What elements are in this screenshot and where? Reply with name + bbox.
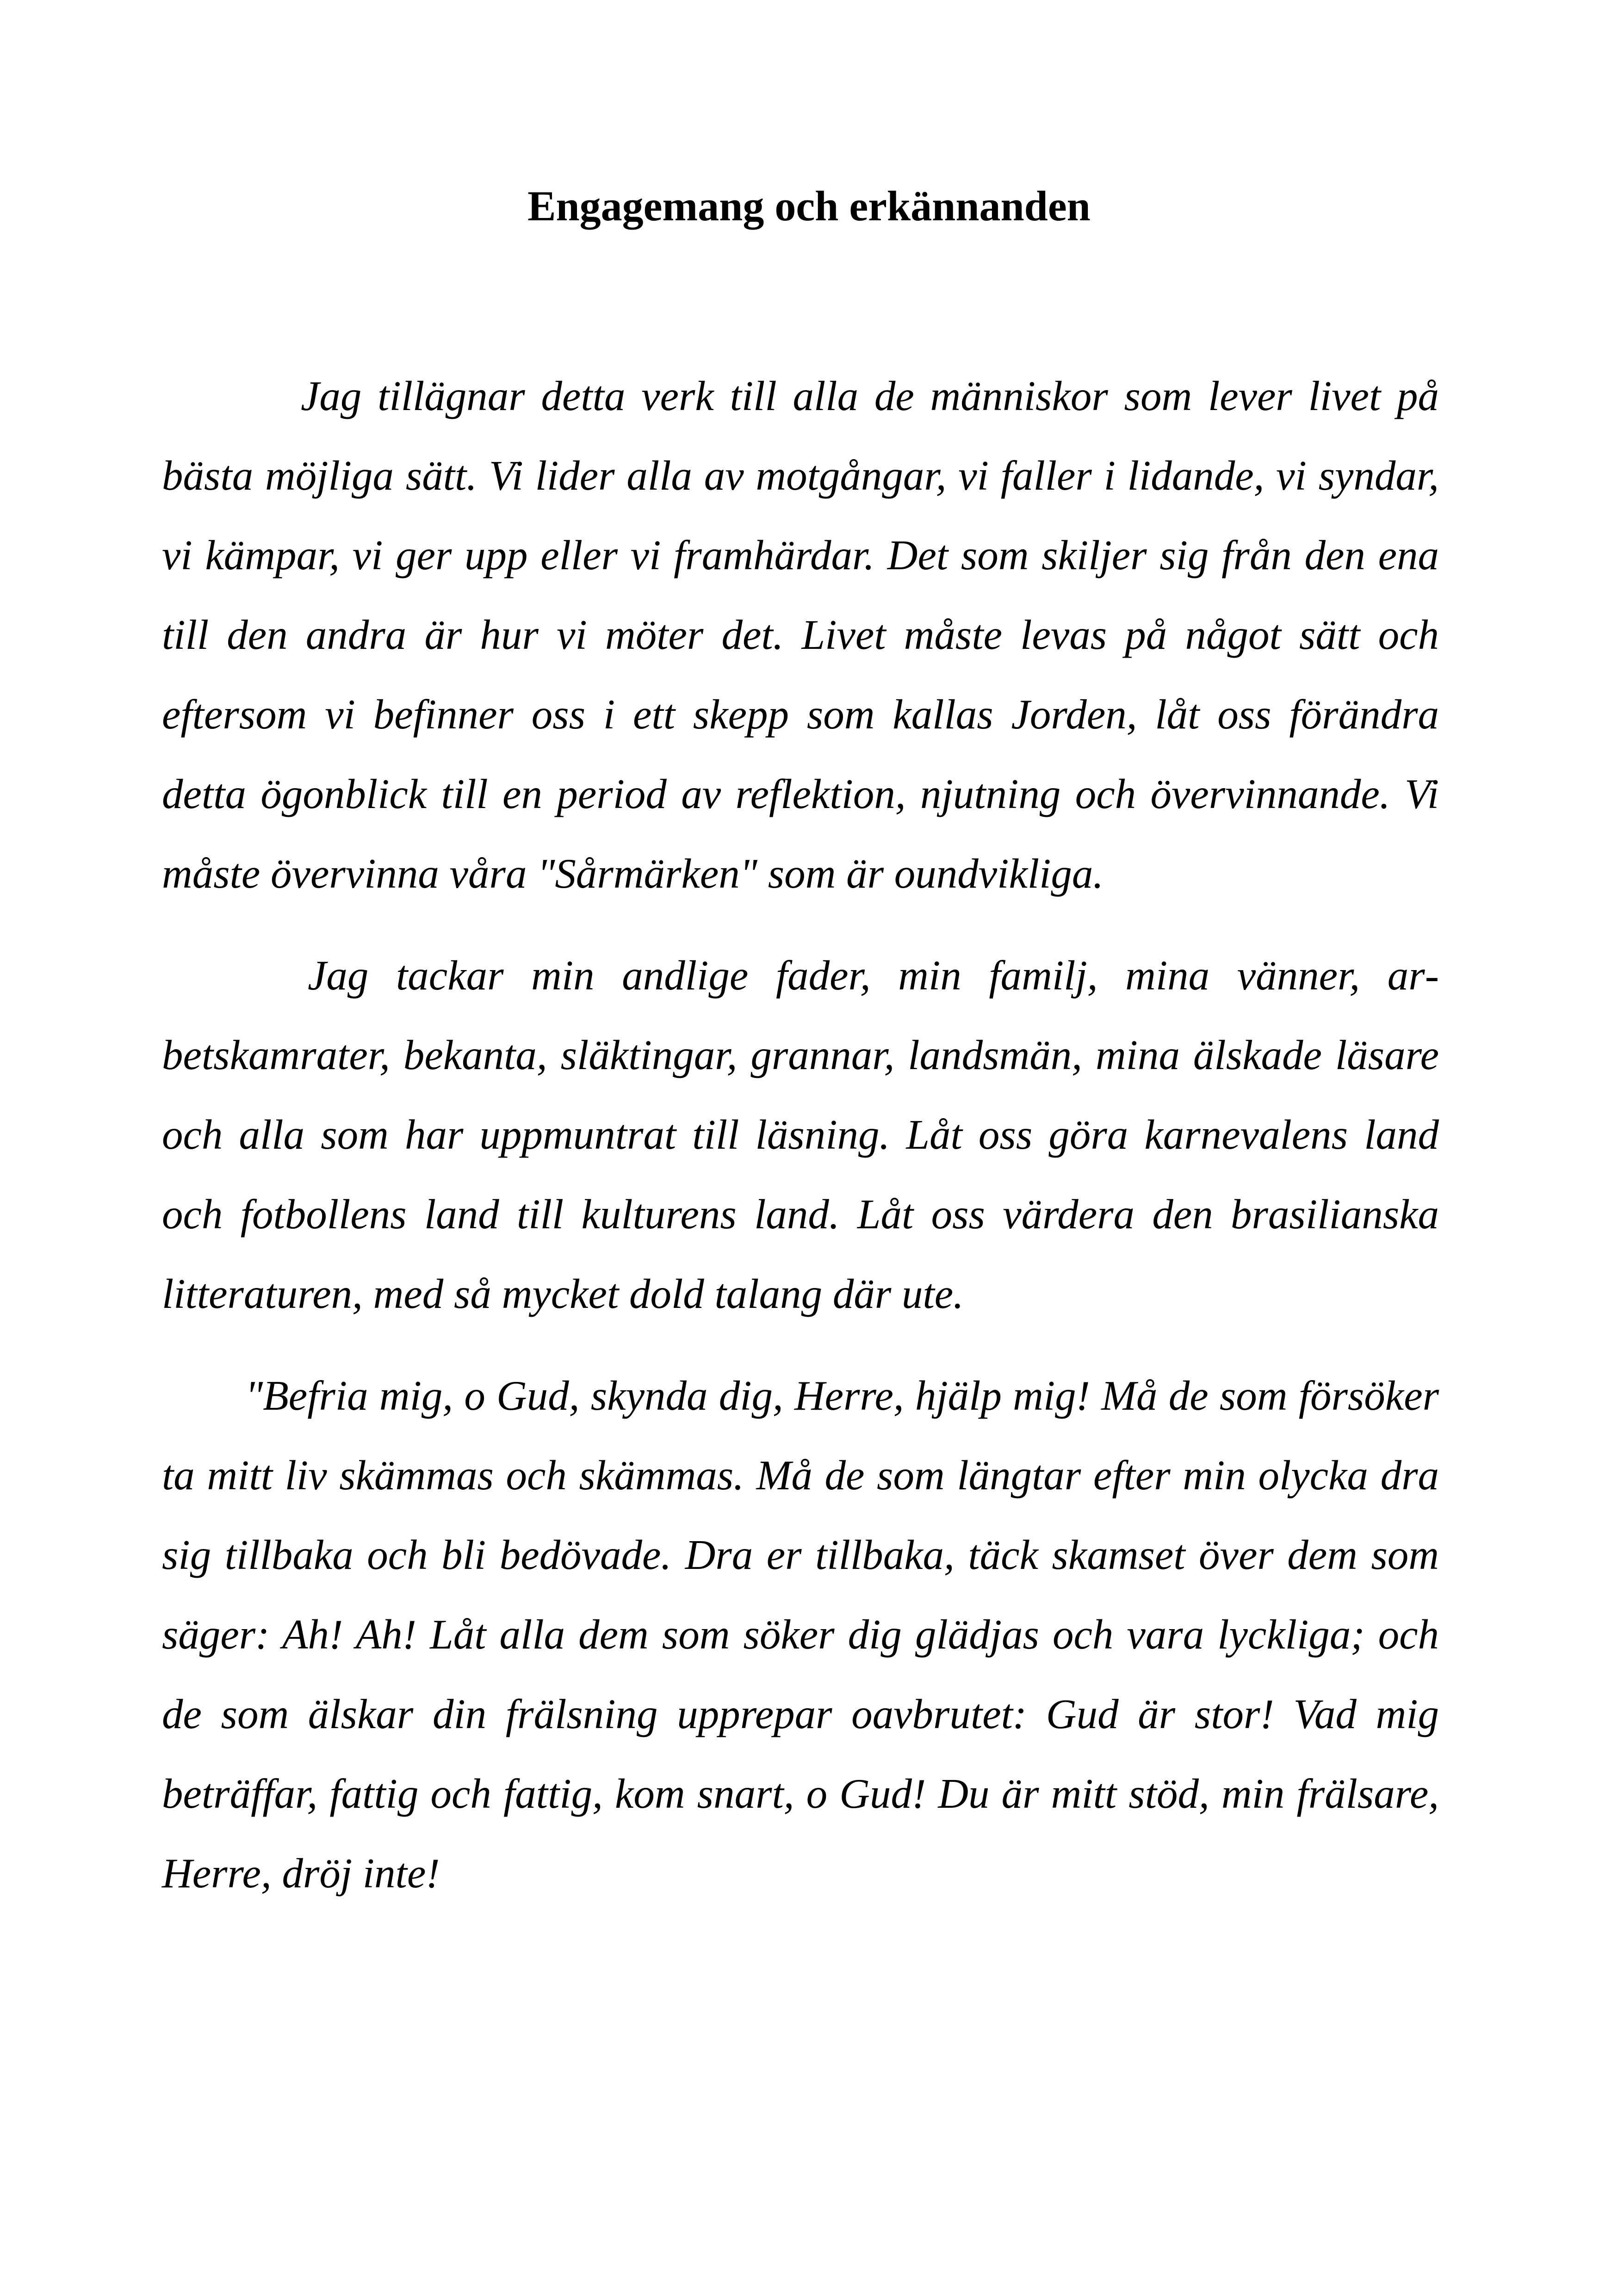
paragraph-dedication: Jag tillägnar detta verk till alla de människor som lever livet på bästa möjliga sätt. Vi lider alla av motgångar, vi faller i lidande, vi syndar, vi kämpar, vi ger upp eller vi framhärdar. Det som skiljer sig från den ena till den andra är hur vi möter det. Livet måste levas på något sätt och eftersom vi befinner oss i ett skepp som kallas Jorden, låt oss förändra detta ögonblick till en period av reflektion, njutning och övervinnande. Vi måste övervinna våra "Sårmärken" som är oundvikliga. [162, 373, 1439, 897]
page-title: Engagemang och erkännanden [527, 182, 1091, 230]
paragraph-acknowledgements: Jag tackar min andlige fader, min familj, mina vänner, arbetskamrater, bekanta, släktingar, grannar, landsmän, mina älskade läsare och alla som har uppmuntrat till läsning. Låt oss göra karnevalens land och fotbollens land till kulturens land. Låt oss värdera den brasilianska litteraturen, med så mycket dold talang där ute. [162, 952, 1439, 1317]
body-text [162, 356, 1439, 1913]
paragraph-psalm-quote: "Befria mig, o Gud, skynda dig, Herre, hjälp mig! Må de som försöker ta mitt liv skämmas och skämmas. Må de som längtar efter min olycka dra sig tillbaka och bli bedövade. Dra er tillbaka, täck skamset över dem som säger: Ah! Ah! Låt alla dem som söker dig glädjas och vara lyckliga; och de som älskar din frälsning upprepar oavbrutet: Gud är stor! Vad mig beträffar, fattig och fattig, kom snart, o Gud! Du är mitt stöd, min frälsare, Herre, dröj inte! [162, 1372, 1439, 1897]
